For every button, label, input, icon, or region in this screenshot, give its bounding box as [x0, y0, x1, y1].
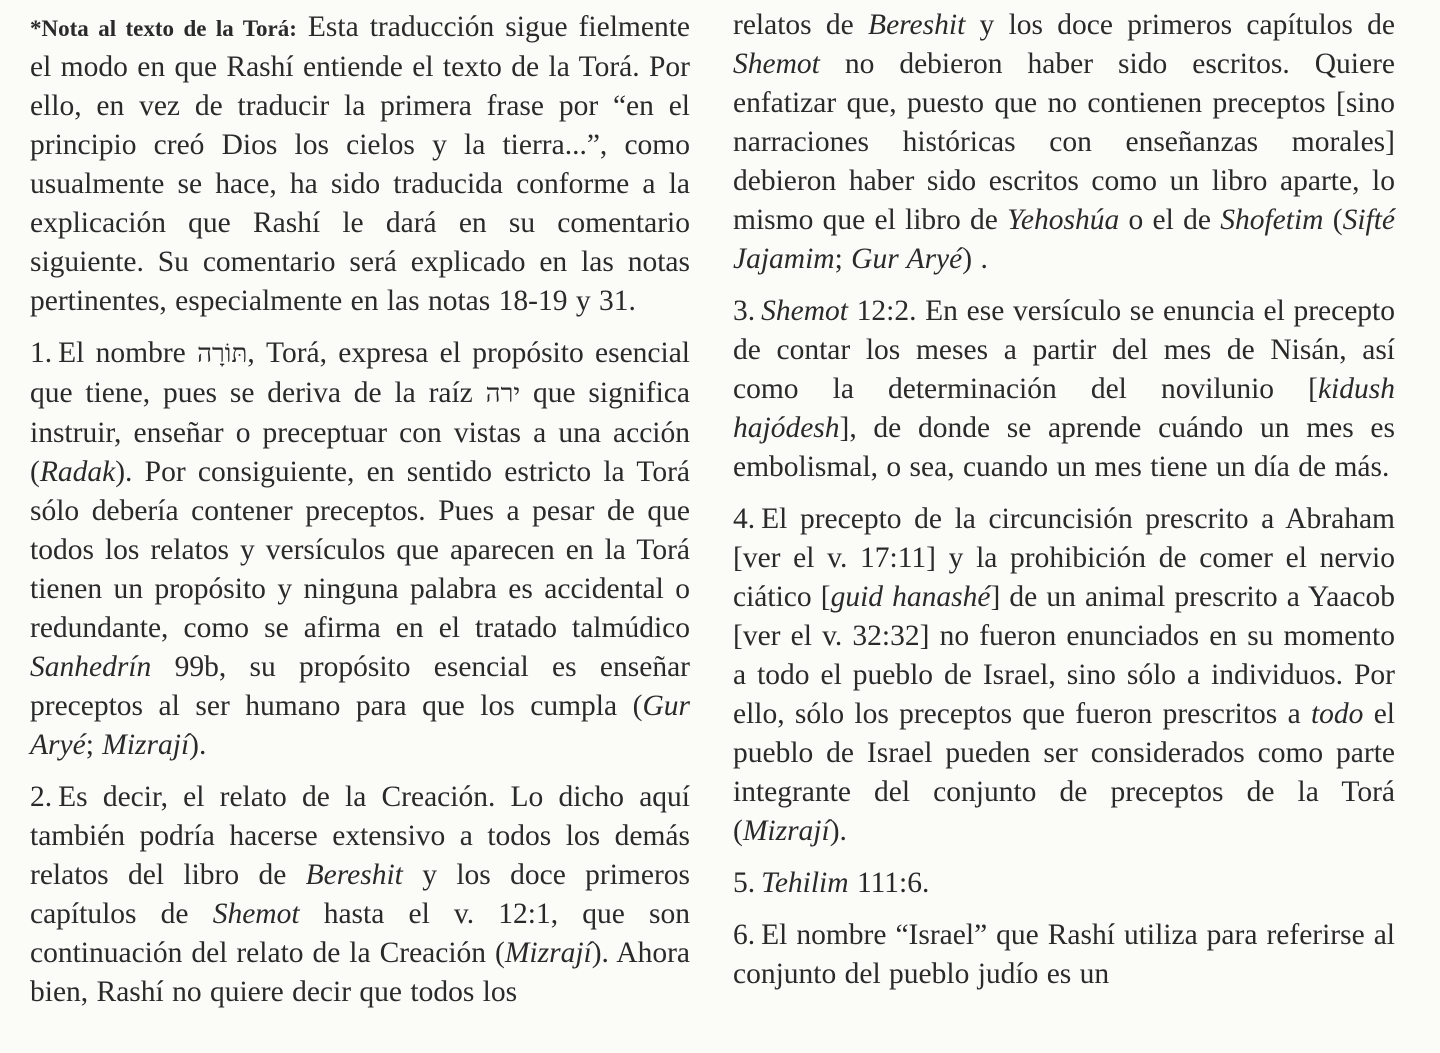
note-number: 6.: [733, 919, 756, 951]
note-number: 1.: [30, 337, 53, 369]
note-5: [733, 864, 1395, 903]
note-number: 2.: [30, 781, 53, 813]
note-2: [30, 778, 690, 1012]
source-citation: Gur Aryé: [851, 243, 963, 275]
source-citation: Gur Aryé: [30, 690, 690, 761]
note-2-continuation: [733, 6, 1395, 279]
note-4: [733, 500, 1395, 851]
note-text: ).: [189, 729, 207, 761]
source-citation: Mizrají: [102, 729, 190, 761]
note-text: ). Por consiguiente, en sentido estricto la Torá sólo debería contener preceptos. Pues a pesar de que todos los relatos y versículos que aparecen en la Torá tienen un propósito y ninguna palabra es accidental o redundante, como se afirma en el tratado talmúdico: [30, 456, 690, 644]
source-citation: Radak: [39, 456, 116, 488]
book-title: Shemot: [733, 48, 820, 80]
nota-text: Esta traducción sigue fielmente el modo en que Rashí entiende el texto de la Torá. Por ello, en vez de traducir la primera frase por “en el principio creó Dios los cielos y la tierra...”, como usualmente se hace, ha sido traducida conforme a la explicación que Rashí le dará en su comentario siguiente. Su comentario será explicado en las notas pertinentes, especialmente en las notas 18-19 y 31.: [30, 11, 690, 317]
note-3: [733, 292, 1395, 487]
source-citation: Mizrají: [742, 815, 830, 847]
note-text: ], de donde se aprende cuándo un mes es embolismal, o sea, cuando un mes tiene un día de más.: [733, 412, 1395, 483]
book-title: Bereshit: [305, 859, 403, 891]
left-column: [30, 8, 690, 1025]
book-title: Tehilim: [761, 867, 849, 899]
note-text: ;: [834, 243, 843, 275]
note-text: (: [1332, 204, 1343, 236]
hebrew-term: guid hanashé: [830, 581, 991, 613]
nota-paragraph: [30, 8, 690, 321]
note-text: 99b, su propósito esencial es enseñar preceptos al ser humano para que los cumpla (: [30, 651, 690, 722]
note-text: ;: [85, 729, 94, 761]
source-citation: Mizrají: [504, 937, 592, 969]
hebrew-word-torah: תּוֹרָה: [197, 339, 248, 369]
note-text: no debieron haber sido escritos. Quiere enfatizar que, puesto que no contienen preceptos [sino narraciones históricas con enseñanzas morales] debieron haber sido escritos como un libro aparte, lo mismo que el libro de: [733, 48, 1395, 236]
note-text: 12:2. En ese versículo se enuncia el precepto de contar los meses a partir del mes de Nisán, así como la determinación del novilunio [: [733, 295, 1395, 405]
source-citation: Sanhedrín: [30, 651, 152, 683]
note-text: relatos de: [733, 9, 854, 41]
note-number: 4.: [733, 503, 756, 535]
note-text: y los doce primeros capítulos de: [979, 9, 1396, 41]
nota-label: *Nota al texto de la Torá:: [30, 16, 297, 41]
note-number: 3.: [733, 295, 756, 327]
book-title: Bereshit: [868, 9, 966, 41]
note-6: [733, 916, 1395, 994]
note-text: que significa instruir, enseñar o preceptuar con vistas a una acción (: [30, 377, 690, 488]
note-text: hasta el v. 12:1, que son continuación del relato de la Creación (: [30, 898, 691, 969]
book-title: Shemot: [761, 295, 848, 327]
source-citation: Sifté Jajamim: [733, 204, 1396, 275]
note-text: El nombre: [58, 337, 186, 369]
note-text: ] de un animal prescrito a Yaacob [ver el v. 32:32] no fueron enunciados en su momento a todo el pueblo de Israel, sino sólo a individuos. Por ello, sólo los preceptos que fueron prescritos a: [733, 581, 1396, 730]
note-text: ). Ahora bien, Rashí no quiere decir que todos los: [30, 937, 691, 1008]
note-text: ) .: [962, 243, 988, 275]
note-text: Es decir, el relato de la Creación. Lo dicho aquí también podría hacerse extensivo a todos los demás relatos del libro de: [30, 781, 690, 891]
note-text: El nombre “Israel” que Rashí utiliza para referirse al conjunto del pueblo judío es un: [733, 919, 1395, 990]
note-text: , Torá, expresa el propósito esencial que tiene, pues se deriva de la raíz: [30, 337, 690, 409]
note-text: y los doce primeros capítulos de: [30, 859, 691, 930]
book-title: Shemot: [212, 898, 300, 930]
note-text: ).: [829, 815, 847, 847]
note-1: [30, 334, 690, 765]
note-text: el pueblo de Israel pueden ser considerados como parte integrante del conjunto de preceptos de la Torá (: [733, 698, 1396, 847]
note-number: 5.: [733, 867, 756, 899]
note-text: o el de: [1128, 204, 1211, 236]
book-title: Shofetim: [1220, 204, 1324, 236]
note-text: 111:6.: [856, 867, 930, 899]
note-text: El precepto de la circuncisión prescrito a Abraham [ver el v. 17:11] y la prohibición de comer el nervio ciático [: [733, 503, 1395, 613]
emphasis: todo: [1310, 698, 1364, 730]
hebrew-root: ירה: [485, 379, 521, 409]
right-column: [733, 6, 1395, 1007]
book-title: Yehoshúa: [1007, 204, 1120, 236]
hebrew-term: kidush hajódesh: [733, 373, 1395, 444]
